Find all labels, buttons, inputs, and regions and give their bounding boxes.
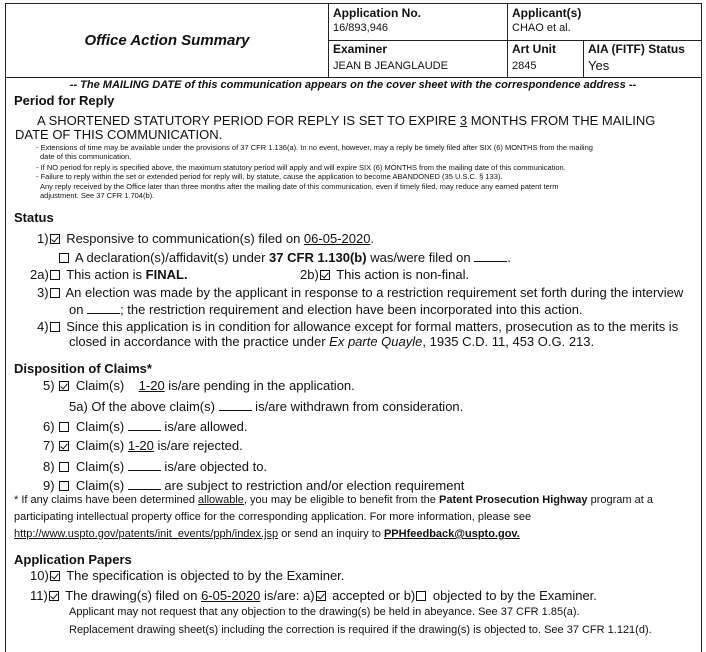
claims-5-checkbox[interactable]: [59, 381, 69, 391]
status-item-4: 4) Since this application is in condition for allowance except for formal matters, prosecution as to the merits is: [37, 319, 679, 334]
claims-item-8: 8) Claim(s) is/are objected to.: [43, 459, 268, 474]
response-date: 06-05-2020: [303, 231, 371, 246]
claims-8-checkbox[interactable]: [59, 462, 69, 472]
examiner-value: JEAN B JEANGLAUDE: [333, 60, 448, 72]
interview-date-field[interactable]: [87, 301, 120, 314]
status-1-checkbox[interactable]: [50, 234, 60, 244]
status-item-4-line-2: closed in accordance with the practice under Ex parte Quayle, 1935 C.D. 11, 453 O.G. 213.: [69, 334, 595, 349]
papers-item-11: 11) The drawing(s) filed on 6-05-2020 is/are: a) accepted or b) objected to by the Examiner.: [30, 588, 597, 603]
pph-line-2: participating intellectual property office for the corresponding application. For more information, please see: [14, 511, 532, 523]
claims-6-checkbox[interactable]: [59, 422, 69, 432]
election-checkbox[interactable]: [50, 288, 60, 298]
period-note: - Failure to reply within the set or extended period for reply will, by statute, cause the application to become ABANDONED (35 U.S.C. § 133).: [36, 172, 503, 181]
claims-item-7: 7) Claim(s) 1-20 is/are rejected.: [43, 438, 243, 453]
period-line-1: A SHORTENED STATUTORY PERIOD FOR REPLY IS SET TO EXPIRE 3 MONTHS FROM THE MAILING: [37, 113, 656, 128]
status-item-1: 1) Responsive to communication(s) filed on 06-05-2020.: [37, 231, 375, 246]
rejected-claims: 1-20: [127, 438, 154, 453]
drawing-note-2: Replacement drawing sheet(s) including the correction is required if the drawing(s) is objected to. See 37 CFR 1.121(d).: [69, 624, 652, 636]
restricted-claims-field[interactable]: [128, 477, 161, 490]
status-item-2b: 2b) This action is non-final.: [300, 267, 470, 282]
period-note: adjustment. See 37 CFR 1.704(b).: [40, 191, 155, 200]
pph-email-link[interactable]: PPHfeedback@uspto.gov.: [383, 528, 520, 540]
objected-claims-field[interactable]: [128, 458, 161, 471]
claims-item-9: 9) Claim(s) are subject to restriction and/or election requirement: [43, 478, 465, 493]
claims-item-5: 5) Claim(s) 1-20 is/are pending in the application.: [43, 378, 355, 393]
reply-months: 3: [459, 113, 468, 128]
aia-value: Yes: [588, 58, 610, 73]
period-note: - If NO period for reply is specified above, the maximum statutory period will apply and will expire SIX (6) MONTHS from the mailing date of this communication.: [36, 163, 566, 172]
aia-label: AIA (FITF) Status: [588, 42, 685, 56]
pph-line-1: * If any claims have been determined allowable, you may be eligible to benefit from the Patent Prosecution Highway program at a: [14, 494, 653, 506]
drawings-objected-checkbox[interactable]: [416, 591, 426, 601]
art-unit-label: Art Unit: [512, 42, 556, 56]
art-unit-value: 2845: [512, 60, 537, 72]
papers-heading: Application Papers: [14, 552, 132, 567]
examiner-label: Examiner: [333, 42, 388, 56]
claims-9-checkbox[interactable]: [59, 481, 69, 491]
claims-7-checkbox[interactable]: [59, 441, 69, 451]
disposition-heading: Disposition of Claims*: [14, 361, 152, 376]
specification-checkbox[interactable]: [50, 571, 60, 581]
applicants-value: CHAO et al.: [512, 22, 571, 34]
drawing-date: 6-05-2020: [201, 588, 261, 603]
status-item-3: 3) An election was made by the applicant in response to a restriction requirement set forth during the interview: [37, 285, 684, 300]
app-no-label: Application No.: [333, 6, 421, 20]
declaration-checkbox[interactable]: [59, 253, 69, 263]
mailing-notice: -- The MAILING DATE of this communication appears on the cover sheet with the correspondence address --: [69, 79, 637, 91]
period-heading: Period for Reply: [14, 93, 115, 108]
status-heading: Status: [14, 210, 54, 225]
pending-claims: 1-20: [138, 378, 165, 393]
status-item-2a: 2a) This action is FINAL.: [30, 267, 188, 282]
period-note: Any reply received by the Office later than three months after the mailing date of this communication, even if timely filed, may reduce any earned patent term: [40, 182, 559, 191]
drawing-note-1: Applicant may not request that any objection to the drawing(s) be held in abeyance. See 37 CFR 1.85(a).: [69, 606, 580, 618]
page-title: Office Action Summary: [84, 32, 250, 49]
header-table: [5, 3, 702, 78]
claims-item-6: 6) Claim(s) is/are allowed.: [43, 419, 248, 434]
allowance-checkbox[interactable]: [50, 322, 60, 332]
withdrawn-claims-field[interactable]: [219, 398, 252, 411]
final-checkbox[interactable]: [50, 270, 60, 280]
drawings-accepted-checkbox[interactable]: [316, 591, 326, 601]
status-item-1b: A declaration(s)/affidavit(s) under 37 CFR 1.130(b) was/were filed on .: [58, 249, 511, 266]
declaration-date-field[interactable]: [474, 249, 507, 262]
period-note: date of this communication.: [40, 152, 132, 161]
claims-item-5a: 5a) Of the above claim(s) is/are withdrawn from consideration.: [69, 399, 464, 414]
drawings-checkbox[interactable]: [49, 591, 59, 601]
period-line-2: DATE OF THIS COMMUNICATION.: [15, 127, 223, 142]
pph-line-3: http://www.uspto.gov/patents/init_events/pph/index.jsp or send an inquiry to PPHfeedback@uspto.gov.: [14, 528, 520, 540]
allowed-claims-field[interactable]: [128, 418, 161, 431]
app-no-value: 16/893,946: [333, 22, 389, 34]
period-note: - Extensions of time may be available under the provisions of 37 CFR 1.136(a). In no event, however, may a reply be timely filed after SIX (6) MONTHS from the mailing: [36, 143, 593, 152]
papers-item-10: 10) The specification is objected to by the Examiner.: [30, 568, 345, 583]
applicants-label: Applicant(s): [512, 6, 582, 20]
non-final-checkbox[interactable]: [320, 270, 330, 280]
pph-link[interactable]: http://www.uspto.gov/patents/init_events/pph/index.jsp: [14, 528, 279, 540]
status-item-3-line-2: on ; the restriction requirement and election have been incorporated into this action.: [69, 302, 583, 317]
